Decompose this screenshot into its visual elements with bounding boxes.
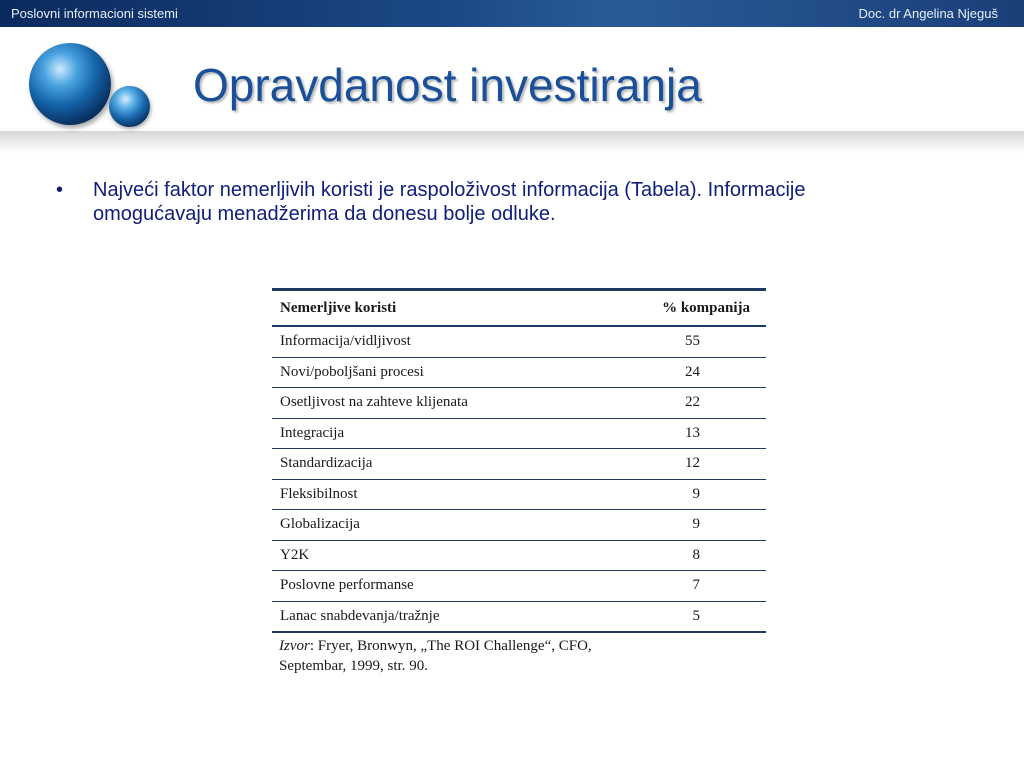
- row-value: 9: [591, 479, 766, 510]
- row-label: Globalizacija: [272, 510, 591, 541]
- course-name: Poslovni informacioni sistemi: [11, 6, 178, 21]
- row-label: Osetljivost na zahteve klijenata: [272, 388, 591, 419]
- table-row: [272, 326, 766, 357]
- row-value: 12: [591, 449, 766, 480]
- row-value: 5: [591, 601, 766, 632]
- table-row: [272, 601, 766, 632]
- table-row: [272, 449, 766, 480]
- globe-small-icon: [109, 86, 150, 127]
- globe-large-icon: [29, 43, 111, 125]
- table-source-note: [272, 636, 639, 676]
- bullet-marker: •: [56, 179, 64, 201]
- bullet-text: Najveći faktor nemerljivih koristi je raspoloživost informacija (Tabela). Informacije omogućavaju menadžerima da donesu bolje odluke.: [93, 179, 806, 225]
- benefits-table: [272, 288, 766, 633]
- table-row: [272, 418, 766, 449]
- benefits-table-container: [272, 288, 766, 676]
- row-label: Integracija: [272, 418, 591, 449]
- row-value: 24: [591, 357, 766, 388]
- header-benefit: Nemerljive koristi: [272, 290, 591, 327]
- table-header-row: [272, 290, 766, 327]
- row-value: 13: [591, 418, 766, 449]
- table-row: [272, 479, 766, 510]
- row-value: 55: [591, 326, 766, 357]
- row-label: Y2K: [272, 540, 591, 571]
- row-value: 8: [591, 540, 766, 571]
- row-value: 7: [591, 571, 766, 602]
- table-row: [272, 510, 766, 541]
- row-value: 22: [591, 388, 766, 419]
- table-row: [272, 388, 766, 419]
- row-label: Lanac snabdevanja/tražnje: [272, 601, 591, 632]
- author-name: Doc. dr Angelina Njeguš: [858, 6, 998, 21]
- slide-title: Opravdanost investiranja: [193, 59, 702, 111]
- table-row: [272, 540, 766, 571]
- source-text: : Fryer, Bronwyn, „The ROI Challenge“, CFO, Septembar, 1999, str. 90.: [279, 638, 592, 674]
- row-label: Fleksibilnost: [272, 479, 591, 510]
- source-label: Izvor: [279, 638, 310, 654]
- row-label: Novi/poboljšani procesi: [272, 357, 591, 388]
- row-label: Standardizacija: [272, 449, 591, 480]
- row-label: Poslovne performanse: [272, 571, 591, 602]
- header-shadow: [0, 131, 1024, 153]
- table-row: [272, 571, 766, 602]
- table-row: [272, 357, 766, 388]
- header-percent: % kompanija: [591, 290, 766, 327]
- row-value: 9: [591, 510, 766, 541]
- top-bar: [0, 0, 1024, 27]
- row-label: Informacija/vidljivost: [272, 326, 591, 357]
